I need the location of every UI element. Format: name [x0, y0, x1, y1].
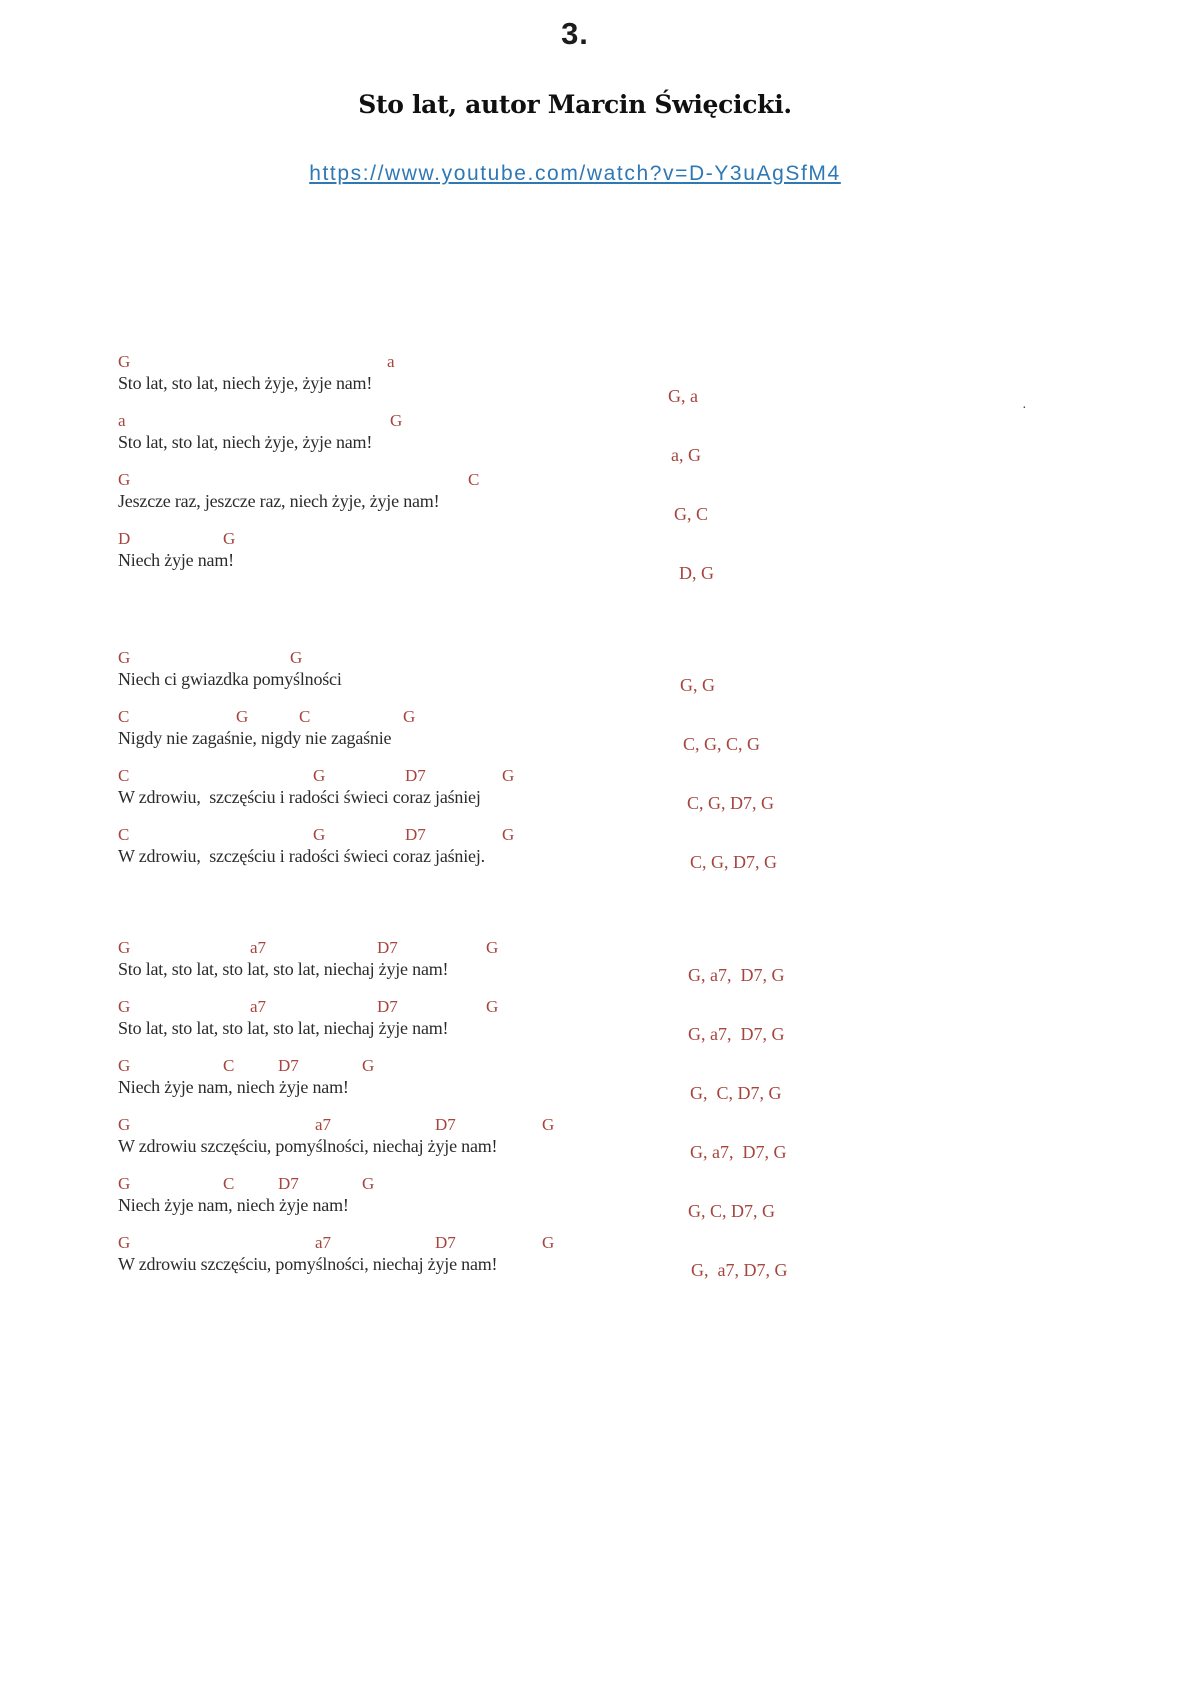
chord-label: G: [542, 1115, 555, 1134]
lyric-text: Niech żyje nam, niech żyje nam!: [118, 1195, 349, 1215]
chord-label: G: [403, 707, 416, 726]
chord-summary: G, a: [668, 386, 698, 406]
chord-label: G: [486, 938, 499, 957]
chord-label: G: [362, 1174, 375, 1193]
song-line: [118, 997, 1191, 1055]
chord-summary: G, C: [674, 504, 709, 524]
song-line: [118, 1056, 1191, 1114]
chord-label: C: [299, 707, 311, 726]
lyric-text: W zdrowiu szczęściu, pomyślności, niechaj żyje nam!: [118, 1136, 498, 1156]
chord-label: G: [118, 1115, 131, 1134]
chord-label: D7: [377, 938, 398, 957]
song-line: [118, 529, 1191, 587]
chord-label: D7: [405, 825, 426, 844]
lyric-text: W zdrowiu, szczęściu i radości świeci coraz jaśniej: [118, 787, 481, 807]
chord-label: G: [118, 648, 131, 667]
chord-label: C: [118, 825, 130, 844]
lyric-text: Niech żyje nam, niech żyje nam!: [118, 1077, 349, 1097]
chord-label: G: [486, 997, 499, 1016]
chord-summary: G, C, D7, G: [688, 1201, 776, 1221]
lyric-text: Nigdy nie zagaśnie, nigdy nie zagaśnie: [118, 728, 392, 748]
song-line: [118, 825, 1191, 883]
chord-label: G: [390, 411, 403, 430]
chord-label: a: [118, 411, 126, 430]
page-number: 3.: [561, 16, 589, 51]
chord-label: G: [313, 766, 326, 785]
song-line: [118, 707, 1191, 765]
chord-label: G: [118, 352, 131, 371]
song-line: [118, 648, 1191, 706]
chord-label: D7: [405, 766, 426, 785]
chord-summary: C, G, D7, G: [690, 852, 778, 872]
chord-label: C: [223, 1174, 235, 1193]
chord-label: a: [387, 352, 395, 371]
song-line: [118, 766, 1191, 824]
chord-label: a7: [315, 1233, 332, 1252]
stray-mark: ·: [1022, 401, 1027, 416]
song-line: [118, 1115, 1191, 1173]
chord-label: G: [118, 997, 131, 1016]
lyric-text: Sto lat, sto lat, niech żyje, żyje nam!: [118, 373, 373, 393]
chord-label: C: [223, 1056, 235, 1075]
chord-summary: a, G: [671, 445, 701, 465]
chord-label: D7: [377, 997, 398, 1016]
chord-label: G: [290, 648, 303, 667]
song-line: [118, 1174, 1191, 1232]
chord-label: a7: [250, 938, 267, 957]
lyric-text: W zdrowiu szczęściu, pomyślności, niechaj żyje nam!: [118, 1254, 498, 1274]
chord-summary: G, a7, D7, G: [688, 1024, 785, 1044]
chord-label: G: [223, 529, 236, 548]
chord-label: G: [236, 707, 249, 726]
song-line: [118, 938, 1191, 996]
chord-label: G: [502, 766, 515, 785]
chord-summary: G, C, D7, G: [690, 1083, 782, 1103]
lyric-text: Sto lat, sto lat, sto lat, sto lat, niechaj żyje nam!: [118, 959, 449, 979]
chord-label: D7: [435, 1115, 456, 1134]
chord-label: G: [118, 1056, 131, 1075]
song-line: [118, 411, 1191, 469]
lyric-text: Jeszcze raz, jeszcze raz, niech żyje, żyje nam!: [118, 491, 440, 511]
chord-label: G: [118, 1174, 131, 1193]
chord-label: G: [313, 825, 326, 844]
chord-label: G: [362, 1056, 375, 1075]
song-line: [118, 352, 1191, 410]
lyric-text: Niech żyje nam!: [118, 550, 234, 570]
chord-summary: G, a7, D7, G: [688, 965, 785, 985]
chord-label: D: [118, 529, 131, 548]
chord-summary: C, G, D7, G: [687, 793, 775, 813]
chord-label: G: [542, 1233, 555, 1252]
youtube-link[interactable]: https://www.youtube.com/watch?v=D-Y3uAgSfM4: [309, 162, 841, 185]
chord-summary: D, G: [679, 563, 714, 583]
lyric-text: Sto lat, sto lat, niech żyje, żyje nam!: [118, 432, 373, 452]
chord-summary: G, a7, D7, G: [690, 1142, 787, 1162]
chord-label: D7: [435, 1233, 456, 1252]
song-line: [118, 470, 1191, 528]
chord-label: C: [118, 766, 130, 785]
lyric-text: Sto lat, sto lat, sto lat, sto lat, niechaj żyje nam!: [118, 1018, 449, 1038]
song-line: [118, 1233, 1191, 1291]
chord-label: G: [118, 938, 131, 957]
chord-label: G: [502, 825, 515, 844]
chord-summary: C, G, C, G: [683, 734, 761, 754]
chord-label: G: [118, 1233, 131, 1252]
chord-label: D7: [278, 1174, 299, 1193]
lyric-text: Niech ci gwiazdka pomyślności: [118, 669, 342, 689]
chord-label: C: [468, 470, 480, 489]
chord-label: C: [118, 707, 130, 726]
chord-label: a7: [315, 1115, 332, 1134]
song-title: Sto lat, autor Marcin Święcicki.: [358, 90, 792, 119]
chord-label: D7: [278, 1056, 299, 1075]
chord-label: a7: [250, 997, 267, 1016]
lyric-text: W zdrowiu, szczęściu i radości świeci coraz jaśniej.: [118, 846, 485, 866]
chord-summary: G, a7, D7, G: [691, 1260, 788, 1280]
chord-summary: G, G: [680, 675, 715, 695]
chord-label: G: [118, 470, 131, 489]
